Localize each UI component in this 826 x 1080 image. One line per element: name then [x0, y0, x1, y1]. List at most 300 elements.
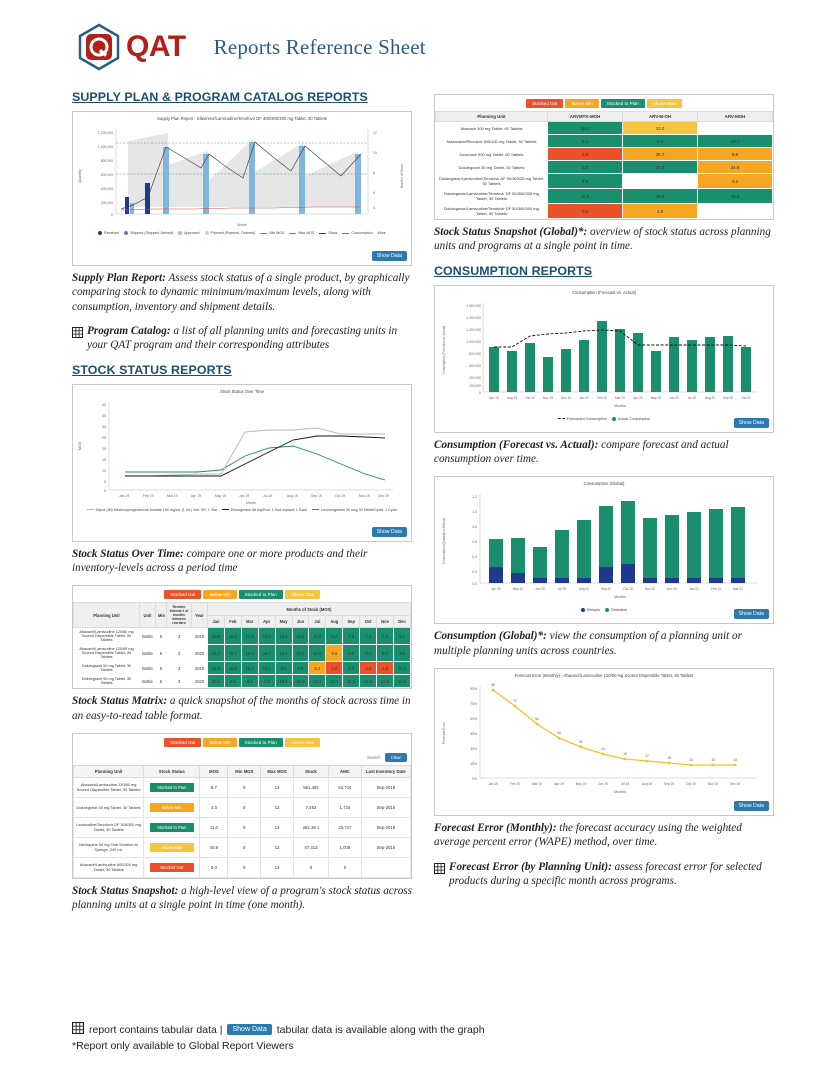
cell-mos: 9.0: [548, 161, 623, 174]
svg-text:Feb 19: Feb 19: [143, 493, 154, 498]
svg-text:Sep 19: Sep 19: [311, 493, 322, 498]
cell-planning-unit: Dolutegravir/Lamivudine/Tenofovir DF 50/300/300 mg Tablet, 90 Tablets: [436, 204, 548, 219]
cell-mos: 7.0: [377, 628, 394, 645]
svg-text:15%: 15%: [470, 761, 477, 766]
cell-mos: 15.7: [258, 645, 275, 662]
col-planning-unit: Planning Unit: [74, 765, 144, 777]
svg-text:35: 35: [102, 413, 106, 418]
svg-text:Jul 19: Jul 19: [263, 493, 273, 498]
svg-text:25: 25: [102, 435, 106, 440]
svg-text:Dec 19: Dec 19: [729, 781, 741, 786]
svg-text:Jan 21: Jan 21: [689, 587, 699, 592]
cell-min-mos: 8: [228, 797, 261, 817]
consumption-fa-legend: [435, 415, 773, 424]
svg-text:Oct 20: Oct 20: [741, 395, 751, 400]
svg-text:Jul 20: Jul 20: [557, 587, 567, 592]
caption-label: Forecast Error (Monthly):: [434, 821, 557, 834]
cell-mos: 12.1: [326, 675, 343, 688]
table-row: [436, 135, 773, 148]
svg-text:Oct 19: Oct 19: [525, 395, 535, 400]
cell-stock-status: Below Min: [144, 797, 200, 817]
cell-mos: 15.7: [224, 645, 241, 662]
svg-text:Mar 19: Mar 19: [167, 493, 178, 498]
cell-mos: 18.2: [275, 675, 292, 688]
svg-text:13: 13: [711, 757, 715, 762]
table-row: [74, 628, 411, 645]
forecast-error-figure: [434, 668, 774, 816]
global-body: [436, 122, 773, 219]
cell-mos: 8.7: [200, 777, 228, 797]
svg-text:May 19: May 19: [215, 493, 227, 498]
legend-stocked-out: Stocked Out: [526, 99, 563, 108]
matrix-header-group: [74, 603, 411, 616]
caption-label: Supply Plan Report:: [72, 272, 166, 284]
caption-text: assess forecast error for selected products during a specific month across programs.: [449, 860, 762, 887]
show-data-button[interactable]: Show Data: [734, 609, 769, 619]
svg-text:12: 12: [373, 131, 377, 135]
cell-mos: 11.0: [200, 817, 228, 837]
svg-text:1,600,000: 1,600,000: [466, 303, 481, 308]
svg-text:Forecast Error: Forecast Error: [442, 722, 446, 744]
cell-mos: [623, 174, 698, 189]
legend-item: Ethiopia: [581, 608, 600, 612]
svg-text:Jul 20: Jul 20: [687, 395, 697, 400]
table-row: [74, 837, 411, 857]
cell-amc: 63,714: [329, 777, 362, 797]
cell-mos: 11.0: [309, 645, 326, 662]
cell-mos: 6.3: [623, 135, 698, 148]
svg-text:Oct 20: Oct 20: [623, 587, 633, 592]
col-reorder-interval: Reorder Interval # of months between reorders: [167, 603, 192, 628]
svg-text:0: 0: [104, 488, 106, 493]
cell-mos: 16.2: [224, 628, 241, 645]
svg-text:1,200,000: 1,200,000: [97, 131, 113, 135]
svg-text:31: 31: [579, 739, 583, 744]
col-program-1: ARVMTK-MOH: [548, 112, 623, 122]
svg-text:17: 17: [645, 753, 649, 758]
cell-stock: 262,38 1: [293, 817, 328, 837]
supply-plan-chart-title: Supply Plan Report - Efavirenz/Lamivudine/Tenofovir DF 400/300/300 mg Tablet, 30 Tablets: [157, 116, 327, 121]
svg-text:200,000: 200,000: [100, 201, 113, 205]
svg-text:0.8: 0.8: [472, 525, 477, 530]
cell-mos: 3.2: [698, 174, 773, 189]
cell-unit: Bottle: [140, 628, 156, 645]
table-grid-icon: [72, 1022, 84, 1037]
svg-text:Feb 21: Feb 21: [711, 587, 721, 592]
svg-text:200,000: 200,000: [469, 383, 481, 388]
svg-text:75%: 75%: [470, 701, 477, 706]
page-header: [0, 0, 826, 80]
legend-item: Levonorgestrel 30 mcg 30 Tablet/Cycle, 1 Cycle: [312, 508, 397, 512]
cell-mos: 0.0: [200, 857, 228, 877]
legend-stocked-to-plan: Stocked to Plan: [239, 738, 283, 747]
month-header: Dec: [393, 615, 410, 628]
caption-label: Consumption (Global)*:: [434, 630, 547, 643]
cell-amc: 0: [329, 857, 362, 877]
show-data-button[interactable]: Show Data: [372, 251, 407, 261]
cell-max-mos: 13: [261, 777, 294, 797]
cell-planning-unit: Darunavir 600 mg Tablet, 60 Tablets: [436, 148, 548, 161]
cell-mos: 21.7: [208, 645, 225, 662]
cell-mos: 19.0: [548, 122, 623, 135]
cell-stock: 551,482: [293, 777, 328, 797]
cell-stock-status: Stocked Out: [144, 857, 200, 877]
cell-planning-unit: Lamivudine/Tenofovir DF 300/300 mg Tablet, 30 Tablets: [74, 817, 144, 837]
cell-mos: 12.8: [258, 628, 275, 645]
svg-text:Months of Stock: Months of Stock: [400, 163, 404, 189]
clear-button[interactable]: Clear: [385, 753, 407, 762]
col-program-2: ARV-M-OH: [623, 112, 698, 122]
svg-text:Mar 20: Mar 20: [615, 395, 625, 400]
legend-item: Stock: [319, 231, 337, 235]
legend-below-min: Below Min: [203, 590, 236, 599]
caption-label: Stock Status Matrix:: [72, 695, 168, 708]
svg-text:Jan 19: Jan 19: [119, 493, 130, 498]
stock-status-matrix-table: [73, 602, 411, 688]
month-header: Feb: [224, 615, 241, 628]
footer-text-after: tabular data is available along with the graph: [276, 1023, 485, 1036]
table-grid-icon: [434, 861, 445, 879]
svg-text:Mar 19: Mar 19: [532, 781, 542, 786]
svg-text:40: 40: [557, 730, 561, 735]
consumption-fa-caption: [434, 438, 774, 467]
show-data-button[interactable]: Show Data: [734, 418, 769, 428]
cell-planning-unit: Atazanavir/Ritonavir 300/100 mg Tablet, 30 Tablets: [436, 135, 548, 148]
cell-year: 2020: [192, 675, 208, 688]
svg-text:13: 13: [733, 757, 737, 762]
svg-text:Oct 19: Oct 19: [686, 781, 696, 786]
stock-status-matrix-caption: [72, 694, 412, 723]
supply-plan-caption: [72, 271, 412, 314]
show-data-button[interactable]: Show Data: [734, 801, 769, 811]
svg-text:Jun 19: Jun 19: [598, 781, 608, 786]
cell-mos: 13.0: [623, 122, 698, 135]
month-header: Sep: [343, 615, 360, 628]
cell-mos: 14.7: [275, 645, 292, 662]
cell-mos: [698, 204, 773, 219]
cell-mos: 7.8: [343, 628, 360, 645]
cell-planning-unit: Dolutegravir/Lamivudine/Tenofovir DF 50/300/300 mg Tablet, 30 Tablets: [436, 189, 548, 204]
cell-mos: 20.6: [623, 161, 698, 174]
cell-planning-unit: Abacavir 300 mg Tablet, 60 Tablets: [436, 122, 548, 135]
right-column: [434, 80, 774, 923]
caption-text: a quick snapshot of the months of stock across time in an easy-to-read table format.: [72, 695, 411, 722]
legend-below-min: Below Min: [565, 99, 598, 108]
stock-status-matrix-figure: [72, 585, 412, 689]
cell-planning-unit: Dolutegravir 50 mg Tablet, 30 Tablets: [74, 675, 140, 688]
legend-item: Actual Consumption: [612, 417, 650, 421]
legend-item: Max MOS: [289, 231, 314, 235]
svg-text:Dec 19: Dec 19: [560, 395, 572, 400]
col-program-3: ARV-MOH: [698, 112, 773, 122]
cell-stock-status: Above Max: [144, 837, 200, 857]
show-data-button[interactable]: Show Data: [372, 527, 407, 537]
svg-text:4: 4: [373, 206, 375, 210]
month-header: Nov: [377, 615, 394, 628]
cell-mos: 13.6: [275, 628, 292, 645]
svg-text:0: 0: [479, 390, 481, 395]
cell-mos: 9.9: [393, 645, 410, 662]
cell-reorder-interval: 3: [167, 675, 192, 688]
svg-text:Sep 19: Sep 19: [663, 781, 675, 786]
cell-amc: 23,747: [329, 817, 362, 837]
cell-mos: 6.4: [548, 135, 623, 148]
table-row: [436, 204, 773, 219]
cell-unit: Bottle: [140, 645, 156, 662]
svg-text:Month: Month: [246, 500, 256, 505]
stock-status-snapshot-figure: [72, 733, 412, 879]
cell-mos: 10.7: [698, 135, 773, 148]
cell-mos: 16.6: [241, 645, 258, 662]
legend-item: Min MOS: [260, 231, 284, 235]
svg-text:Aug 20: Aug 20: [704, 395, 716, 400]
cell-mos: 10.1: [208, 675, 225, 688]
cell-stock-status: Stocked to Plan: [144, 777, 200, 797]
legend-below-min: Below Min: [203, 738, 236, 747]
col-mos: MOS: [200, 765, 228, 777]
cell-mos: 7.3: [360, 628, 377, 645]
page-title: Reports Reference Sheet: [213, 34, 426, 59]
cell-last-inventory-date: Sep-2019: [361, 817, 410, 837]
cell-mos: 1.8: [623, 204, 698, 219]
svg-text:0.4: 0.4: [472, 555, 477, 560]
cell-stock: 47,313: [293, 837, 328, 857]
month-header: Oct: [360, 615, 377, 628]
cell-mos: 40.9: [200, 837, 228, 857]
svg-text:Quantity: Quantity: [78, 169, 82, 183]
svg-text:30: 30: [102, 424, 106, 429]
cell-mos: 19.6: [548, 189, 623, 204]
legend-stocked-out: Stocked Out: [164, 738, 201, 747]
svg-text:1,000,000: 1,000,000: [97, 145, 113, 149]
svg-text:Dec 20: Dec 20: [666, 587, 678, 592]
legend-item: Consumption: [342, 231, 372, 235]
cell-mos: 8.1: [393, 628, 410, 645]
consumption-global-legend: [435, 606, 773, 615]
svg-text:Month: Month: [237, 223, 247, 227]
cell-mos: 11.9: [309, 628, 326, 645]
svg-text:60%: 60%: [470, 716, 477, 721]
svg-text:Oct 19: Oct 19: [335, 493, 345, 498]
search-input[interactable]: Search: [367, 754, 381, 760]
caption-text: compare one or more products and their inventory-levels across a period time: [72, 547, 368, 574]
table-row: [436, 174, 773, 189]
cell-mos: 9.6: [326, 645, 343, 662]
cell-last-inventory-date: Sep-2019: [361, 777, 410, 797]
svg-text:Nov 19: Nov 19: [542, 395, 554, 400]
cell-mos: 19.0: [623, 189, 698, 204]
svg-text:10: 10: [373, 151, 377, 155]
legend-more[interactable]: More: [377, 231, 386, 235]
cell-planning-unit: Dolutegravir 50 mg Tablet, 30 Tablets: [436, 161, 548, 174]
table-row: [436, 148, 773, 161]
svg-text:Feb 19: Feb 19: [510, 781, 520, 786]
svg-text:Aug 19: Aug 19: [641, 781, 653, 786]
stock-status-over-time-caption: [72, 547, 412, 576]
cell-mos: 9.4: [326, 628, 343, 645]
cell-mos: 12.0: [360, 675, 377, 688]
legend-stocked-to-plan: Stocked to Plan: [601, 99, 645, 108]
cell-mos: 8.5: [275, 662, 292, 675]
col-stock-status: Stock Status: [144, 765, 200, 777]
legend-item: Depot (IM) Medroxyprogesterone Acetate 150 mg/mL (1 mL) Vial, SR, 1 Vial: [87, 508, 217, 512]
table-row: [436, 122, 773, 135]
table-row: [74, 857, 411, 877]
svg-text:6: 6: [373, 191, 375, 195]
svg-text:45%: 45%: [470, 731, 477, 736]
svg-text:800,000: 800,000: [100, 159, 113, 163]
consumption-global-caption: [434, 629, 774, 658]
footer-text-before: report contains tabular data |: [89, 1023, 223, 1036]
cell-mos: 18.0: [224, 662, 241, 675]
snapshot-status-legend: [73, 734, 411, 750]
forecast-error-title: Forecast Error (Monthly) - Abacavir/Lamivudine 120/60 mg Scored Dispersible Tablet, 30 Tablets: [514, 672, 694, 678]
stock-status-snapshot-global-figure: [434, 94, 774, 220]
table-row: [74, 777, 411, 797]
svg-text:0%: 0%: [472, 776, 477, 781]
cell-min-mos: 8: [228, 837, 261, 857]
svg-text:19: 19: [623, 751, 627, 756]
table-grid-icon: [72, 325, 83, 343]
svg-text:Apr 19: Apr 19: [554, 781, 564, 786]
svg-text:8: 8: [373, 171, 375, 175]
stock-status-plot: [73, 394, 411, 506]
svg-text:May 20: May 20: [512, 587, 524, 592]
svg-text:5: 5: [104, 479, 106, 484]
table-row: [74, 797, 411, 817]
cell-max-mos: 13: [261, 817, 294, 837]
cell-year: 2019: [192, 628, 208, 645]
cell-planning-unit: Dolutegravir/Lamivudine/Tenofovir AF 50/300/25 mg Tablet, 30 Tablets: [436, 174, 548, 189]
cell-planning-unit: Dolutegravir 50 mg Tablet, 30 Tablets: [74, 662, 140, 675]
caption-text: a high-level view of a program's stock status across planning units at a single point in time (one month).: [72, 884, 413, 912]
caption-text: overview of stock status across planning units and programs at a single point in time.: [434, 226, 771, 253]
cell-unit: Bottle: [140, 675, 156, 688]
cell-mos: 13.1: [258, 662, 275, 675]
svg-text:MOS: MOS: [78, 441, 82, 450]
svg-text:Apr 20: Apr 20: [633, 395, 643, 400]
cell-stock-status: Stocked to Plan: [144, 817, 200, 837]
stock-status-chart-title: Stock Status Over Time: [220, 388, 264, 394]
svg-text:Jan 19: Jan 19: [488, 781, 498, 786]
svg-text:600,000: 600,000: [469, 363, 481, 368]
cell-last-inventory-date: Sep-2019: [361, 837, 410, 857]
cell-mos: 13.1: [309, 675, 326, 688]
cell-mos: 10.1: [393, 662, 410, 675]
legend-item: Received: [98, 231, 119, 235]
svg-text:Jun 20: Jun 20: [535, 587, 545, 592]
svg-text:May 19: May 19: [575, 781, 587, 786]
cell-mos: 16.2: [241, 662, 258, 675]
legend-above-max: Above Max: [285, 590, 320, 599]
stock-status-over-time-figure: [72, 384, 412, 542]
svg-text:Feb 20: Feb 20: [597, 395, 607, 400]
col-last-inventory-date: Last Inventory Date: [361, 765, 410, 777]
svg-text:400,000: 400,000: [100, 187, 113, 191]
forecast-error-caption: [434, 821, 774, 850]
cell-last-inventory-date: [361, 857, 410, 877]
svg-text:Jun 19: Jun 19: [239, 493, 250, 498]
cell-mos: 6.9: [292, 662, 309, 675]
program-catalog-caption: [72, 324, 412, 353]
consumption-global-title: Consumption (Global): [583, 481, 625, 487]
svg-text:Aug 20: Aug 20: [578, 587, 590, 592]
svg-text:Mar 21: Mar 21: [733, 587, 743, 592]
svg-text:54: 54: [535, 716, 539, 721]
legend-stocked-to-plan: Stocked to Plan: [239, 590, 283, 599]
cell-min: 6: [156, 645, 167, 662]
svg-text:30%: 30%: [470, 746, 477, 751]
stock-status-legend: [73, 506, 411, 515]
col-planning-unit: Planning Unit: [436, 112, 548, 122]
consumption-fa-title: Consumption (Forecast vs. Actual): [571, 289, 636, 295]
col-year: Year: [192, 603, 208, 628]
table-row: [436, 189, 773, 204]
month-header: Mar: [241, 615, 258, 628]
col-min: Min: [156, 603, 167, 628]
svg-text:1,000,000: 1,000,000: [466, 339, 481, 344]
cell-stock: 7,462: [293, 797, 328, 817]
month-header: May: [275, 615, 292, 628]
global-snapshot-caption: [434, 225, 774, 254]
cell-reorder-interval: 3: [167, 628, 192, 645]
cell-reorder-interval: 3: [167, 645, 192, 662]
caption-text: view the consumption of a planning unit or multiple planning units across countries.: [434, 630, 742, 657]
svg-text:0.0: 0.0: [472, 582, 477, 587]
table-row: [74, 645, 411, 662]
svg-text:Apr 19: Apr 19: [191, 493, 201, 498]
svg-text:Jan 20: Jan 20: [579, 395, 589, 400]
cell-amc: 1,734: [329, 797, 362, 817]
cell-planning-unit: Abacavir/Lamivudine 120/60 mg Scored Dispersible Tablet, 30 Tablets: [74, 777, 144, 797]
cell-min: 6: [156, 628, 167, 645]
svg-text:Jul 19: Jul 19: [620, 781, 630, 786]
svg-text:May 20: May 20: [650, 395, 662, 400]
cell-last-inventory-date: Sep-2019: [361, 797, 410, 817]
page-footer: [72, 1022, 772, 1052]
cell-mos: 12.2: [377, 675, 394, 688]
cell-planning-unit: Abacavir/Lamivudine 120/60 mg Scored Dispersible Tablet, 30 Tablets: [74, 645, 140, 662]
svg-text:13: 13: [689, 757, 693, 762]
legend-item: Etonogestrel 68 mg/Rod, 1 Rod Implant, 1 Each: [222, 508, 307, 512]
cell-min-mos: 8: [228, 777, 261, 797]
cell-mos: 25.7: [623, 148, 698, 161]
legend-above-max: Above Max: [285, 738, 320, 747]
consumption-forecast-actual-figure: [434, 285, 774, 433]
svg-text:0.6: 0.6: [472, 540, 477, 545]
logo-text: QAT: [126, 30, 186, 63]
cell-max-mos: 13: [261, 797, 294, 817]
svg-text:15: 15: [102, 457, 106, 462]
svg-text:Sep 20: Sep 20: [600, 587, 612, 592]
consumption-fa-plot: [435, 295, 773, 415]
global-snapshot-table: [435, 111, 773, 219]
svg-text:Sep 20: Sep 20: [722, 395, 734, 400]
col-planning-unit: Planning Unit: [74, 603, 140, 628]
matrix-status-legend: [73, 586, 411, 602]
svg-text:40: 40: [102, 402, 106, 407]
svg-text:0.2: 0.2: [472, 570, 477, 575]
cell-unit: Bottle: [140, 662, 156, 675]
svg-text:Months: Months: [614, 403, 626, 408]
footer-note: *Report only available to Global Report Viewers: [72, 1040, 294, 1052]
cell-mos: 24.6: [698, 161, 773, 174]
supply-plan-plot: [73, 121, 411, 229]
month-header: Jul: [309, 615, 326, 628]
cell-mos: 22.5: [208, 662, 225, 675]
show-data-button[interactable]: Show Data: [227, 1024, 271, 1035]
svg-text:Months: Months: [614, 789, 626, 794]
